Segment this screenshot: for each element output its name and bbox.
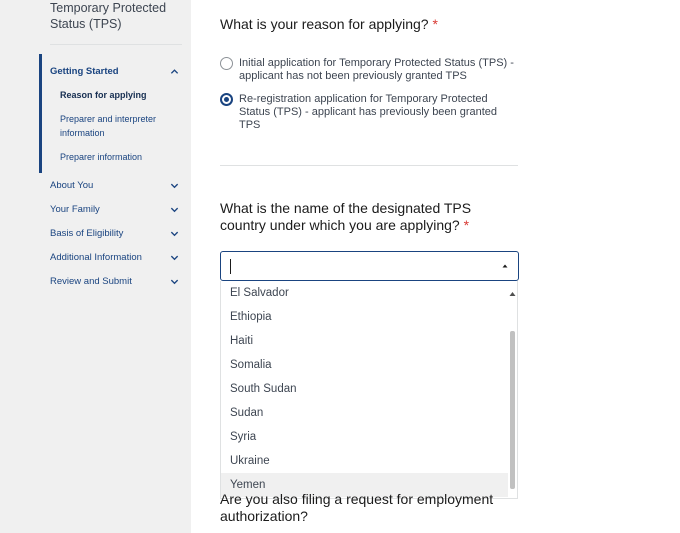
radio-re-registration[interactable] [220, 93, 233, 106]
chevron-down-icon[interactable] [170, 205, 179, 214]
country-option-highlighted[interactable]: Yemen [221, 473, 510, 497]
country-listbox[interactable] [220, 281, 518, 499]
country-option[interactable]: Ukraine [230, 455, 270, 467]
sidebar-subitem-preparer-interpreter[interactable]: Preparer and interpreter information [60, 114, 157, 138]
sidebar-item-about-you[interactable]: About You [50, 180, 94, 191]
sidebar-divider [50, 44, 182, 45]
chevron-down-icon[interactable] [170, 253, 179, 262]
radio-initial-application[interactable] [220, 57, 233, 70]
listbox-scrollbar[interactable] [508, 281, 517, 499]
chevron-up-icon[interactable] [170, 67, 179, 76]
country-option[interactable]: Somalia [230, 359, 272, 371]
country-option[interactable]: South Sudan [230, 383, 297, 395]
question-employment-authorization: Are you also filing a request for employment authorization? [220, 491, 494, 524]
country-option[interactable]: Sudan [230, 407, 264, 419]
scroll-up-arrow-icon[interactable] [509, 284, 516, 290]
required-marker: * [463, 217, 470, 233]
sidebar-subitem-reason-for-applying[interactable]: Reason for applying [60, 90, 147, 100]
caret-up-icon[interactable] [500, 261, 510, 271]
country-option[interactable]: Ethiopia [230, 311, 272, 323]
question-reason-for-applying [220, 16, 520, 33]
sidebar-nav [0, 0, 191, 533]
scrollbar-thumb[interactable] [510, 331, 515, 489]
sidebar-item-basis-of-eligibility[interactable]: Basis of Eligibility [50, 228, 124, 239]
form-title: Temporary Protected Status (TPS) [50, 1, 167, 31]
question-text: What is your reason for applying? [220, 16, 429, 32]
sidebar-item-additional-information[interactable]: Additional Information [50, 252, 142, 263]
required-marker: * [432, 16, 438, 32]
country-option[interactable]: El Salvador [230, 287, 289, 299]
question-tps-country [220, 200, 520, 234]
chevron-down-icon[interactable] [170, 229, 179, 238]
chevron-down-icon[interactable] [170, 181, 179, 190]
question-text: What is the name of the designated TPS country under which you are applying? [220, 200, 472, 233]
section-divider [220, 165, 518, 166]
radio-label-re-registration[interactable]: Re-registration application for Temporary Protected Status (TPS) - applicant has previously been granted TPS [239, 93, 498, 131]
country-option[interactable]: Syria [230, 431, 257, 443]
country-combobox[interactable] [220, 251, 519, 281]
sidebar-subitem-preparer-information[interactable]: Preparer information [60, 152, 143, 162]
country-option[interactable]: Haiti [230, 335, 254, 347]
active-section-indicator [39, 54, 42, 173]
sidebar-item-review-and-submit[interactable]: Review and Submit [50, 276, 132, 287]
radio-label-initial-application[interactable]: Initial application for Temporary Protected Status (TPS) - applicant has not been previously granted TPS [239, 57, 514, 82]
sidebar-item-getting-started[interactable]: Getting Started [50, 66, 119, 77]
sidebar-item-your-family[interactable]: Your Family [50, 204, 100, 215]
text-cursor [230, 259, 231, 274]
chevron-down-icon[interactable] [170, 277, 179, 286]
